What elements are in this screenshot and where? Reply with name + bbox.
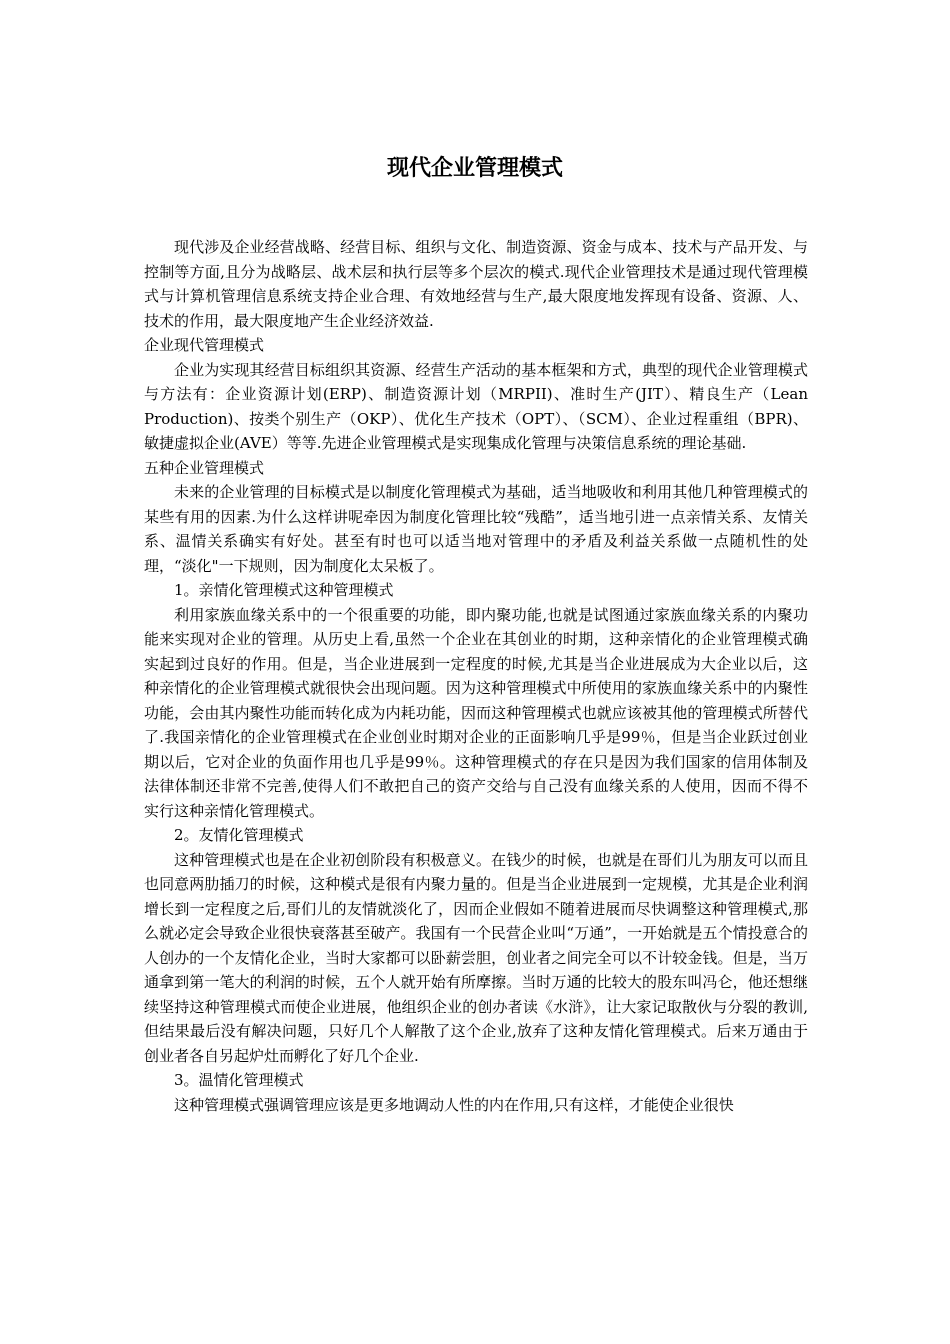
five-modes-paragraph: 未来的企业管理的目标模式是以制度化管理模式为基础，适当地吸收和利用其他几种管理模式的某些有用的因素.为什么这样讲呢牵因为制度化管理比较“残酷”，适当地引进一点亲情关系、友情关系、温情关系确实有好处。甚至有时也可以适当地对管理中的矛盾及利益关系做一点随机性的处理，“淡化"一下规则，因为制度化太呆板了。 (144, 483, 808, 575)
warmth-mode-paragraph: 这种管理模式强调管理应该是更多地调动人性的内在作用,只有这样，才能使企业很快 (174, 1095, 734, 1114)
friendship-mode-paragraph: 这种管理模式也是在企业初创阶段有积极意义。在钱少的时候，也就是在哥们儿为朋友可以而且也同意两肋插刀的时候，这种模式是很有内聚力量的。但是当企业进展到一定规模，尤其是企业利润增长到一定程度之后,哥们儿的友情就淡化了，因而企业假如不随着进展而尽快调整这种管理模式,那么就必定会导致企业很快衰落甚至破产。我国有一个民营企业叫“万通”，一开始就是五个情投意合的人创办的一个友情化企业，当时大家都可以卧薪尝胆，创业者之间完全可以不计较金钱。但是，当万通拿到第一笔大的利润的时候，五个人就开始有所摩擦。当时万通的比较大的股东叫冯仑，他还想继续坚持这种管理模式而使企业进展，他组织企业的创办者读《水浒》，让大家记取散伙与分裂的教训,但结果最后没有解决问题，只好几个人解散了这个企业,放弃了这种友情化管理模式。后来万通由于创业者各自另起炉灶而孵化了好几个企业. (144, 850, 808, 1065)
section-heading-five-modes: 五种企业管理模式 (144, 458, 265, 477)
family-mode-paragraph: 利用家族血缘关系中的一个很重要的功能，即内聚功能,也就是试图通过家族血缘关系的内聚功能来实现对企业的管理。从历史上看,虽然一个企业在其创业的时期，这种亲情化的企业管理模式确实起到过良好的作用。但是，当企业进展到一定程度的时候,尤其是当企业进展成为大企业以后，这种亲情化的企业管理模式就很快会出现问题。因为这种管理模式中所使用的家族血缘关系中的内聚性功能，会由其内聚性功能而转化成为内耗功能，因而这种管理模式也就应该被其他的管理模式所替代了.我国亲情化的企业管理模式在企业创业时期对企业的正面影响几乎是99％，但是当企业跃过创业期以后，它对企业的负面作用也几乎是99％。这种管理模式的存在只是因为我们国家的信用体制及法律体制还非常不完善,使得人们不敢把自己的资产交给与自己没有血缘关系的人使用，因而不得不实行这种亲情化管理模式。 (144, 605, 808, 820)
document-title: 现代企业管理模式 (386, 156, 563, 181)
intro-paragraph: 现代涉及企业经营战略、经营目标、组织与文化、制造资源、资金与成本、技术与产品开发、与控制等方面,且分为战略层、战术层和执行层等多个层次的模式.现代企业管理技术是通过现代管理模式与计算机管理信息系统支持企业合理、有效地经营与生产,最大限度地发挥现有设备、资源、人、技术的作用，最大限度地产生企业经济效益. (144, 238, 808, 330)
section-heading-modern-management: 企业现代管理模式 (144, 336, 265, 354)
subheading-family-mode: 1。亲情化管理模式这种管理模式 (174, 581, 394, 599)
subheading-warmth-mode: 3。温情化管理模式 (174, 1071, 304, 1089)
subheading-friendship-mode: 2。友情化管理模式 (174, 826, 304, 844)
modern-management-paragraph: 企业为实现其经营目标组织其资源、经营生产活动的基本框架和方式，典型的现代企业管理模式与方法有：企业资源计划(ERP)、制造资源计划（MRPII)、准时生产(JIT）、精良生产（Lean Production)、按类个别生产（OKP）、优化生产技术（OPT）、（SCM）、企业过程重组（BPR)、敏捷虚拟企业(AVE）等等.先进企业管理模式是实现集成化管理与决策信息系统的理论基础. (144, 360, 808, 452)
document-body (144, 235, 808, 1117)
